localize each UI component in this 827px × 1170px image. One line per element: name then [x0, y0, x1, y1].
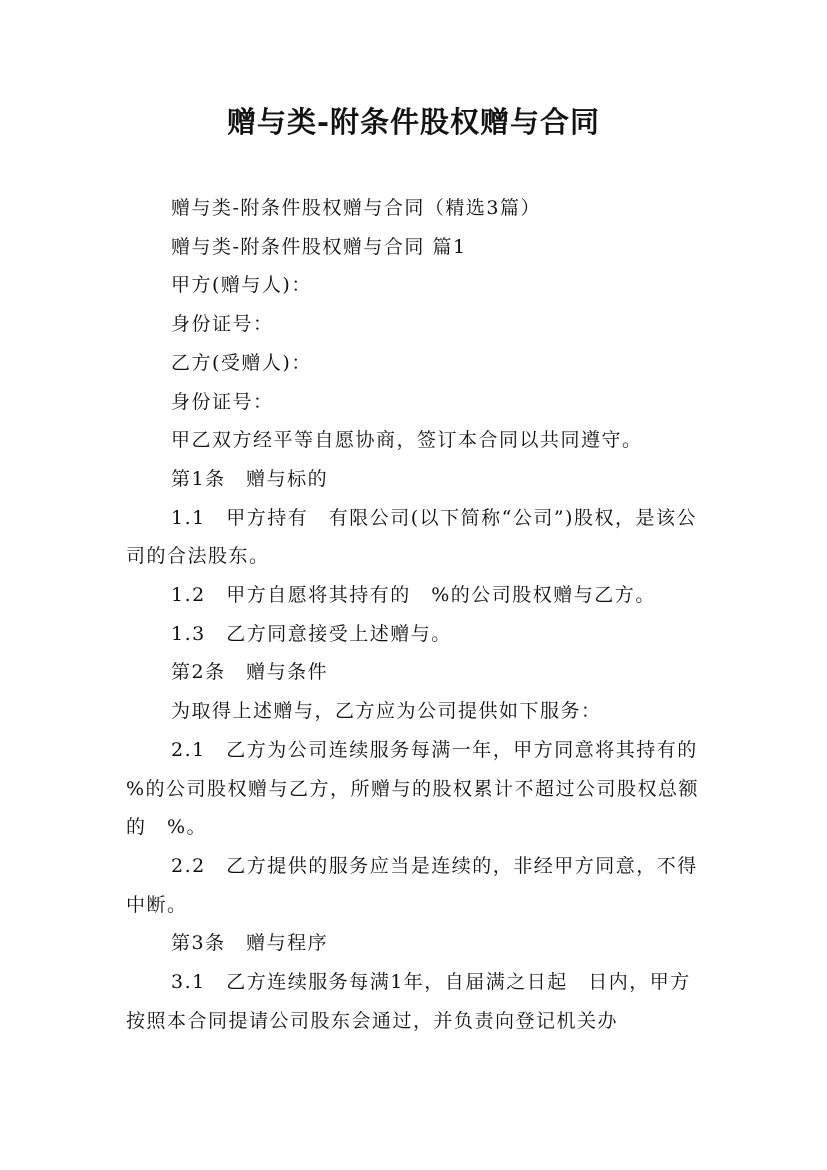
paragraph-clause-2-2: 2.2 乙方提供的服务应当是连续的，非经甲方同意，不得中断。 [126, 854, 698, 916]
paragraph-party-a-id: 身份证号： [171, 313, 274, 336]
paragraph-preamble: 甲乙双方经平等自愿协商，签订本合同以共同遵守。 [171, 429, 643, 452]
document-title: 赠与类-附条件股权赠与合同 [226, 105, 601, 139]
paragraph-article-2-intro: 为取得上述赠与，乙方应为公司提供如下服务： [171, 700, 602, 723]
paragraph-party-b-id: 身份证号： [171, 390, 274, 413]
paragraph-party-a: 甲方(赠与人)： [171, 274, 312, 297]
paragraph-subtitle: 赠与类-附条件股权赠与合同（精选3篇） [171, 197, 542, 219]
paragraph-clause-1-1: 1.1 甲方持有 有限公司(以下简称“公司”)股权，是该公司的合法股东。 [126, 506, 697, 568]
paragraph-party-b: 乙方(受赠人)： [171, 351, 312, 374]
paragraph-clause-3-1: 3.1 乙方连续服务每满1年，自届满之日起 日内，甲方按照本合同提请公司股东会通过，并负责向登记机关办 [126, 971, 691, 1032]
paragraph-clause-1-2: 1.2 甲方自愿将其持有的 %的公司股权赠与乙方。 [171, 584, 656, 607]
paragraph-part-heading: 赠与类-附条件股权赠与合同 篇1 [171, 235, 467, 258]
paragraph-clause-2-1: 2.1 乙方为公司连续服务每满一年，甲方同意将其持有的 %的公司股权赠与乙方，所赠与的股权累计不超过公司股权总额的 %。 [126, 738, 719, 839]
paragraph-article-1: 第1条 赠与标的 [171, 467, 329, 490]
paragraph-clause-1-3: 1.3 乙方同意接受上述赠与。 [171, 622, 452, 645]
paragraph-article-3: 第3条 赠与程序 [171, 932, 329, 955]
document-body [126, 189, 719, 1040]
paragraph-article-2: 第2条 赠与条件 [171, 661, 329, 684]
